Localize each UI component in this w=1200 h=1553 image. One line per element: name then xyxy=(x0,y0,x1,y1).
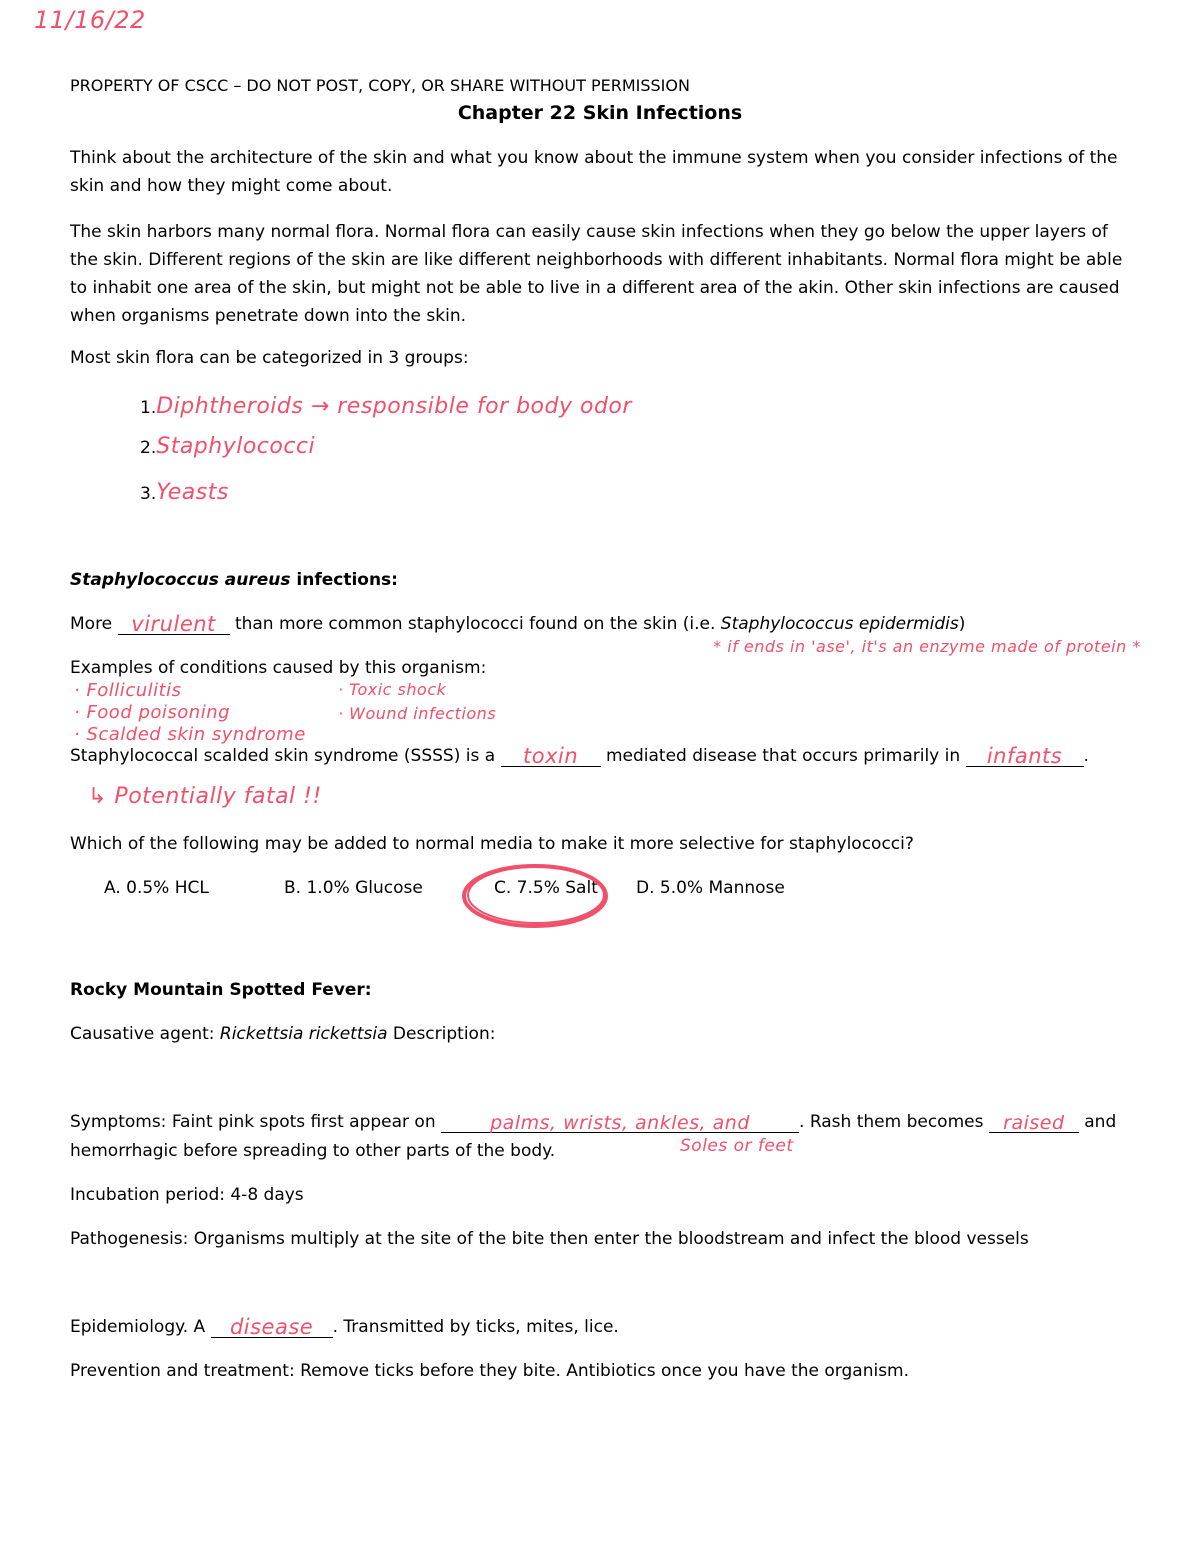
virulence-suffix: than more common staphylococci found on the skin (i.e. xyxy=(229,614,721,634)
copyright-header: PROPERTY OF CSCC – DO NOT POST, COPY, OR SHARE WITHOUT PERMISSION xyxy=(70,76,690,95)
flora-item-2 xyxy=(140,434,315,459)
prevention-treatment: Prevention and treatment: Remove ticks before they bite. Antibiotics once you have the organism. xyxy=(70,1361,910,1381)
page-title: Chapter 22 Skin Infections xyxy=(457,102,743,124)
ssss-blank-1 xyxy=(501,746,601,767)
option-a: A. 0.5% HCL xyxy=(104,878,209,898)
symptoms-end: and xyxy=(1078,1112,1117,1132)
ssss-line xyxy=(70,746,1089,767)
ssss-blank-2 xyxy=(966,746,1084,767)
symptoms-prefix: Symptoms: Faint pink spots first appear on xyxy=(70,1112,442,1132)
ssss-answer-2: infants xyxy=(986,744,1063,768)
flora-answer: Diphtheroids → responsible for body odor xyxy=(156,394,632,419)
intro-paragraph-2: The skin harbors many normal flora. Normal flora can easily cause skin infections when they go below the upper layers of the skin. Different regions of the skin are like different neighborhoods with different inhabitants. Normal flora might be able to inhabit one area of the skin, but might not be able to live in a different area of the akin. Other skin infections are caused when organisms penetrate down into the skin. xyxy=(70,222,1123,326)
symptoms-answer: palms, wrists, ankles, and xyxy=(490,1112,750,1134)
staph-heading-rest: infections: xyxy=(290,570,398,590)
epidemiology-blank xyxy=(211,1317,333,1338)
intro-paragraph-1: Think about the architecture of the skin and what you know about the immune system when you consider infections of the skin and how they might come about. xyxy=(70,148,1118,196)
ssss-mid: mediated disease that occurs primarily in xyxy=(600,746,966,766)
flora-number: 3. xyxy=(140,484,157,504)
pathogenesis: Pathogenesis: Organisms multiply at the site of the bite then enter the bloodstream and infect the blood vessels xyxy=(70,1229,1029,1249)
flora-number: 1. xyxy=(140,398,157,418)
virulence-prefix: More xyxy=(70,614,118,634)
option-d: D. 5.0% Mannose xyxy=(636,878,785,898)
epidemiology-suffix: . Transmitted by ticks, mites, lice. xyxy=(332,1317,619,1337)
examples-label: Examples of conditions caused by this organism: xyxy=(70,658,487,678)
symptoms-line xyxy=(70,1112,1116,1133)
ssss-prefix: Staphylococcal scalded skin syndrome (SSSS) is a xyxy=(70,746,501,766)
selective-question: Which of the following may be added to normal media to make it more selective for staphylococci? xyxy=(70,834,914,854)
condition-food-poisoning: · Food poisoning xyxy=(74,702,231,723)
option-b: B. 1.0% Glucose xyxy=(284,878,423,898)
flora-item-3 xyxy=(140,480,229,505)
causative-agent-line xyxy=(70,1024,495,1044)
epidemiology-answer: disease xyxy=(229,1315,314,1339)
answer-circle-icon xyxy=(458,860,612,932)
symptoms-note: Soles or feet xyxy=(680,1136,794,1156)
virulence-line xyxy=(70,614,965,635)
symptoms-answer-2: raised xyxy=(1003,1112,1065,1134)
enzyme-note: * if ends in 'ase', it's an enzyme made of protein * xyxy=(713,637,1141,656)
epidemiology-prefix: Epidemiology. A xyxy=(70,1317,211,1337)
agent-label: Causative agent: xyxy=(70,1024,220,1044)
symptoms-blank xyxy=(441,1112,799,1133)
incubation-period: Incubation period: 4-8 days xyxy=(70,1185,304,1205)
ssss-end: . xyxy=(1083,746,1089,766)
handwritten-date: 11/16/22 xyxy=(34,6,146,34)
condition-toxic-shock: · Toxic shock xyxy=(338,680,447,699)
flora-item-1 xyxy=(140,394,632,419)
option-c: C. 7.5% Salt xyxy=(494,878,598,898)
symptoms-line-2: hemorrhagic before spreading to other parts of the body. xyxy=(70,1141,556,1161)
agent-description-label: Description: xyxy=(387,1024,496,1044)
agent-name: Rickettsia rickettsia xyxy=(219,1024,388,1044)
epidemiology-line xyxy=(70,1317,619,1338)
staph-heading xyxy=(70,570,398,590)
condition-scalded-skin: · Scalded skin syndrome xyxy=(74,724,306,745)
ssss-answer-1: toxin xyxy=(522,744,579,768)
fatal-note: ↳ Potentially fatal !! xyxy=(88,784,322,809)
virulence-answer: virulent xyxy=(131,612,216,636)
flora-answer: Yeasts xyxy=(156,480,229,505)
flora-number: 2. xyxy=(140,438,157,458)
condition-folliculitis: · Folliculitis xyxy=(74,680,182,701)
symptoms-mid: . Rash them becomes xyxy=(799,1112,989,1132)
flora-answer: Staphylococci xyxy=(156,434,316,459)
virulence-species: Staphylococcus epidermidis xyxy=(720,614,959,634)
virulence-close: ) xyxy=(958,614,966,634)
flora-prompt: Most skin flora can be categorized in 3 groups: xyxy=(70,348,469,368)
virulence-blank xyxy=(118,614,230,635)
staph-heading-italic: Staphylococcus aureus xyxy=(70,570,291,590)
symptoms-blank-2 xyxy=(989,1112,1079,1133)
rmsf-heading: Rocky Mountain Spotted Fever: xyxy=(70,980,372,1000)
condition-wound-infections: · Wound infections xyxy=(338,704,497,723)
